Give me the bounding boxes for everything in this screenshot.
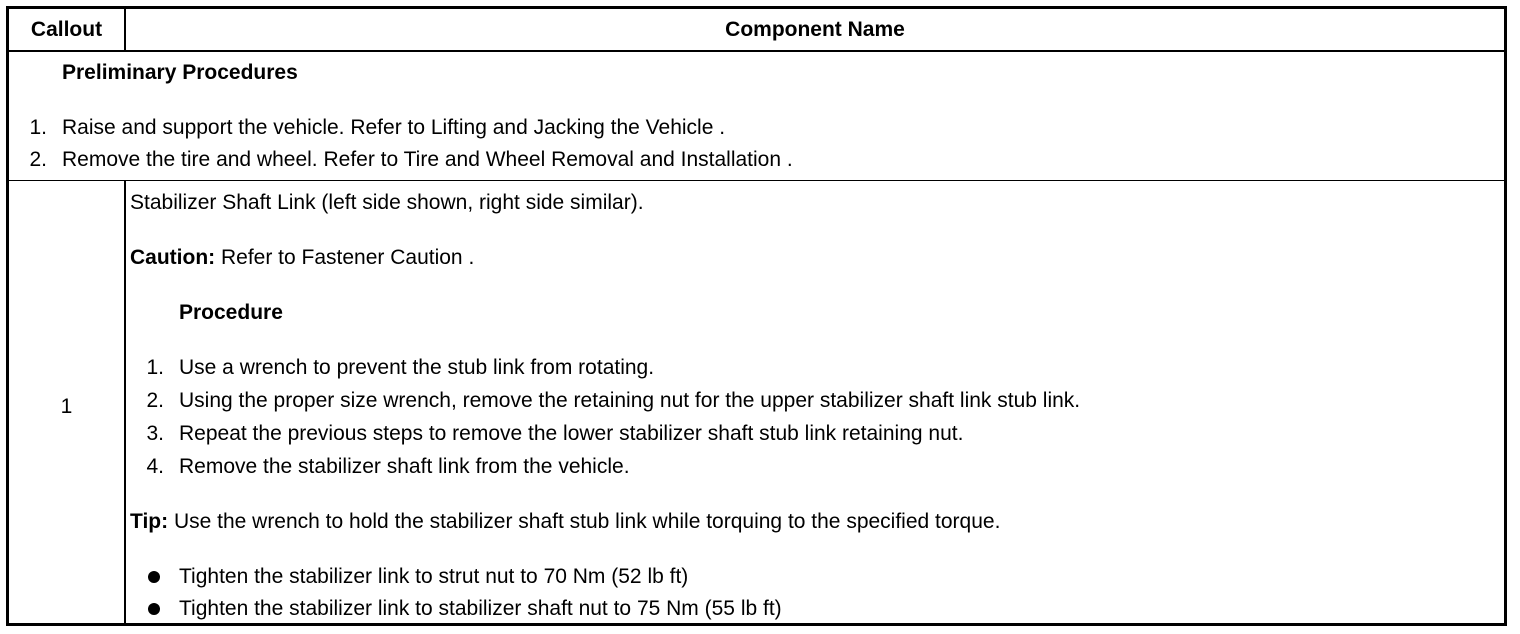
step-number: 1. xyxy=(29,116,47,139)
step-text: Using the proper size wrench, remove the retaining nut for the upper stabilizer shaft link stub link. xyxy=(179,389,1081,412)
component-name-column-header: Component Name xyxy=(725,17,905,41)
caution-label: Caution: xyxy=(130,246,216,269)
step-number: 4. xyxy=(146,455,164,478)
torque-spec: Tighten the stabilizer link to strut nut to 70 Nm (52 lb ft) xyxy=(179,565,689,588)
step-number: 1. xyxy=(146,356,164,379)
tip-note xyxy=(130,510,1000,534)
step-number: 2. xyxy=(146,389,164,412)
caution-text: Refer to Fastener Caution . xyxy=(215,246,475,269)
procedure-table xyxy=(6,6,1507,626)
tip-label: Tip: xyxy=(130,510,169,533)
step-text: Remove the tire and wheel. Refer to Tire and Wheel Removal and Installation . xyxy=(62,148,793,171)
step-text: Remove the stabilizer shaft link from the vehicle. xyxy=(179,455,630,478)
preliminary-procedures-title: Preliminary Procedures xyxy=(62,61,298,84)
step-text: Use a wrench to prevent the stub link from rotating. xyxy=(179,356,655,379)
step-text: Raise and support the vehicle. Refer to Lifting and Jacking the Vehicle . xyxy=(62,116,726,139)
callout-row-1 xyxy=(9,181,1504,623)
procedure-title: Procedure xyxy=(179,301,283,324)
bullet-icon xyxy=(148,603,160,615)
caution-note xyxy=(130,246,474,270)
tip-text: Use the wrench to hold the stabilizer shaft stub link while torquing to the specified torque. xyxy=(168,510,1001,533)
torque-spec: Tighten the stabilizer link to stabilizer shaft nut to 75 Nm (55 lb ft) xyxy=(179,597,782,620)
callout-cell xyxy=(9,181,126,623)
step-number: 2. xyxy=(29,148,47,171)
table-header-row xyxy=(9,9,1504,52)
component-description: Stabilizer Shaft Link (left side shown, right side similar). xyxy=(130,191,644,214)
callout-number: 1 xyxy=(60,395,73,418)
bullet-icon xyxy=(148,571,160,583)
callout-column-header: Callout xyxy=(9,9,126,50)
preliminary-procedures-row xyxy=(9,52,1504,181)
component-cell xyxy=(126,181,1504,623)
step-number: 3. xyxy=(146,422,164,445)
step-text: Repeat the previous steps to remove the lower stabilizer shaft stub link retaining nut. xyxy=(179,422,964,445)
